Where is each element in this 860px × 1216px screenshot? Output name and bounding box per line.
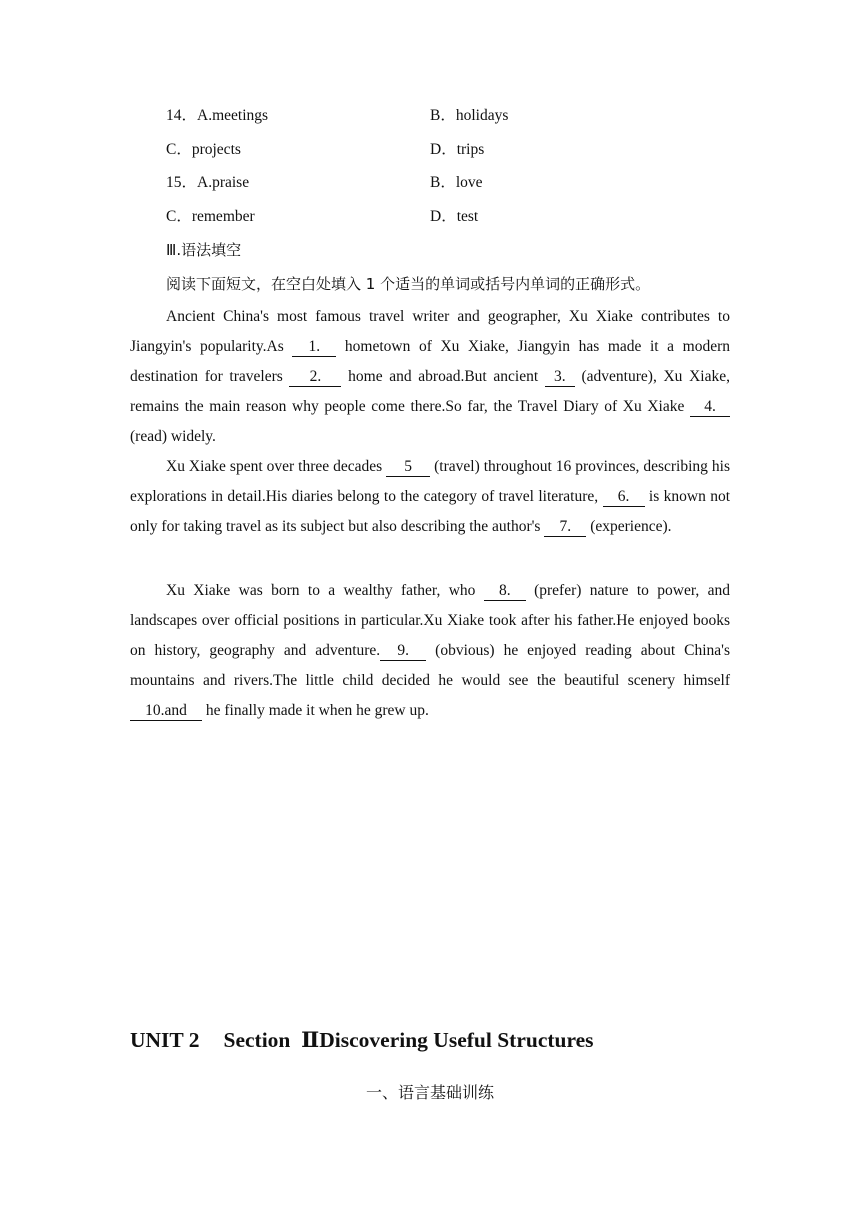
blank-7[interactable]: 7.	[544, 518, 586, 537]
option-14d: D．trips	[430, 141, 485, 158]
blank-9[interactable]: 9.	[380, 642, 426, 661]
section-heading: Ⅲ.语法填空	[166, 241, 242, 259]
option-14b: B．holidays	[430, 107, 509, 124]
option-14c: C．projects	[166, 141, 241, 158]
paragraph-2: Xu Xiake spent over three decades 5 (travel) throughout 16 provinces, describing his explorations in detail.His diaries belong to the category of travel literature, 6. is known not only for taking travel as its subject but also describing the author's 7. (experience).	[130, 458, 731, 535]
unit-section: Section	[223, 1028, 291, 1052]
blank-1[interactable]: 1.	[292, 338, 336, 357]
blank-10[interactable]: 10.and	[130, 702, 202, 721]
option-14a: 14．A.meetings	[166, 107, 269, 124]
instruction-text: 阅读下面短文，在空白处填入 1 个适当的单词或括号内单词的正确形式。	[166, 275, 651, 293]
blank-4[interactable]: 4.	[690, 398, 730, 417]
blank-8[interactable]: 8.	[484, 582, 526, 601]
unit-title	[130, 1028, 594, 1053]
blank-6[interactable]: 6.	[603, 488, 645, 507]
blank-2[interactable]: 2.	[289, 368, 341, 387]
option-15d: D．test	[430, 208, 479, 225]
blank-5[interactable]: 5	[386, 458, 430, 477]
paragraph-3: Xu Xiake was born to a wealthy father, who 8. (prefer) nature to power, and landscapes over official positions in particular.Xu Xiake took after his father.He enjoyed books on history, geography and adventure. 9. (obvious) he enjoyed reading about China's mountains and rivers.The little child decided he would see the beautiful scenery himself 10.and he finally made it when he grew up.	[130, 582, 730, 719]
unit-section-name: ⅡDiscovering Useful Structures	[301, 1028, 594, 1052]
paragraph-1: Ancient China's most famous travel writer and geographer, Xu Xiake contributes to Jiangyin's popularity.As 1. hometown of Xu Xiake, Jiangyin has made it a modern destination for travelers 2. home and abroad.But ancient 3. (adventure), Xu Xiake, remains the main reason why people come there.So far, the Travel Diary of Xu Xiake 4. (read) widely.	[130, 308, 730, 445]
option-15c: C．remember	[166, 208, 255, 225]
option-15a: 15．A.praise	[166, 174, 250, 191]
blank-3[interactable]: 3.	[545, 368, 575, 387]
unit-label: UNIT 2	[130, 1028, 200, 1052]
subtitle: 一、语言基础训练	[365, 1083, 494, 1102]
option-15b: B．love	[430, 174, 483, 191]
